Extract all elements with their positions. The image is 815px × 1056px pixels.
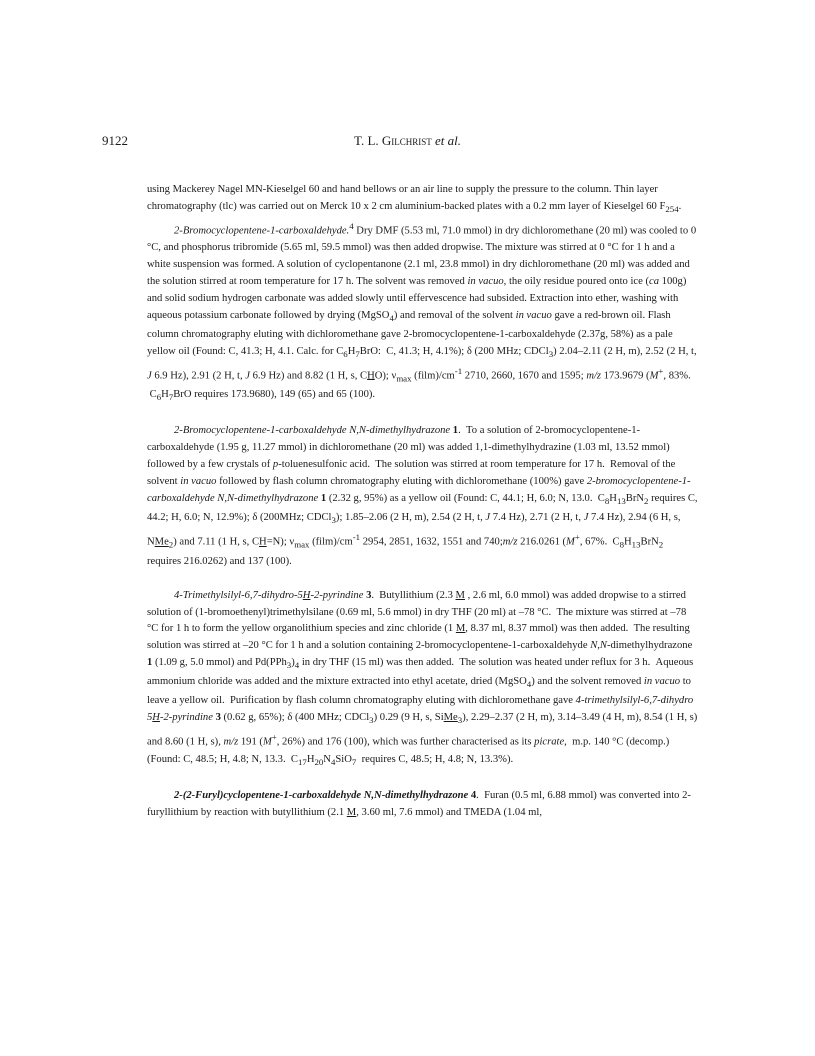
- paragraph-hydrazone-1: 2-Bromocyclopentene-1-carboxaldehyde N,N-dimethylhydrazone 1. To a solution of 2-bromocyclopentene-1-carboxaldehyde (1.95 g, 11.27 mmol) in dichloromethane (20 ml) was added 1,1-dimethylhydrazine (1.03 ml, 13.52 mmol) followed by a few crystals of p-toluenesulfonic acid. The solution was stirred at room temperature for 17 h. Removal of the solvent in vacuo followed by flash column chromatography eluting with dichloromethane (100%) gave 2-bromocyclopentene-1-carboxaldehyde N,N-dimethylhydrazone 1 (2.32 g, 95%) as a yellow oil (Found: C, 44.1; H, 6.0; N, 13.0. $C_8H_{13}BrN_2$ requires C, 44.2; H, 6.0; N, 12.9%); δ (200MHz; CDCl$_3$); 1.85–2.06 (2 H, m), 2.54 (2 H, t, J 7.4 Hz), 2.71 (2 H, t, J 7.4 Hz), 2.94 (6 H, s, NMe$_2$) and 7.11 (1 H, s, CH=N); $\nu_{max}$ $(film)/cm^{-1}$ 2954, 2851, 1632, 1551 and 740;m/z 216.0261 (M+, 67%. $C_8H_{13}BrN_2$ requires 216.0262) and 137 (100).: [147, 425, 698, 567]
- paragraph-tlc: using Mackerey Nagel MN-Kieselgel 60 and hand bellows or an air line to supply the pressure to the column. Thin layer chromatography (tlc) was carried out on Merck 10 x 2 cm aluminium-backed plates with a 0.2 mm layer of Kieselgel 60 $F_{254}$.: [147, 184, 682, 215]
- author-name: T. L. Gilchrist: [353, 133, 432, 148]
- running-header: [0, 131, 815, 151]
- compound-title: 2-(2-Furyl)cyclopentene-1-carboxaldehyde N,N-dimethylhydrazone: [174, 789, 469, 801]
- article-body: [147, 182, 699, 821]
- paragraph-bromoaldehyde: 2-Bromocyclopentene-1-carboxaldehyde.$^4$ Dry DMF (5.53 ml, 71.0 mmol) in dry dichloromethane (20 ml) was cooled to 0 °C, and phosphorus tribromide (5.65 ml, 59.5 mmol) was then added dropwise. The mixture was stirred at 0 °C for 1 h and a white suspension was formed. A solution of cyclopentanone (2.1 ml, 23.8 mmol) in dry dichloromethane (20 ml) was added and the solution stirred at room temperature for 17 h. The solvent was removed in vacuo, the oily residue poured onto ice (ca 100g) and solid sodium hydrogen carbonate was added slowly until effervescence had subsided. Extraction into ether, washing with aqueous potassium carbonate followed by drying (MgSO$_4$) and removal of the solvent in vacuo gave a red-brown oil. Flash column chromatography eluting with dichloromethane gave 2-bromocyclopentene-1-carboxaldehyde (2.37g, 58%) as a pale yellow oil (Found: C, 41.3; H, 4.1. Calc. for $C_6H_7BrO$: C, 41.3; H, 4.1%); δ (200 MHz; CDCl$_3$) 2.04–2.11 (2 H, m), 2.52 (2 H, t, J 6.9 Hz), 2.91 (2 H, t, J 6.9 Hz) and 8.82 (1 H, s, CHO); $\nu_{max}$ $(film)/cm^{-1}$ 2710, 2660, 1670 and 1595; m/z 173.9679 (M+, 83%. $C_6H_7BrO$ requires 173.9680), 149 (65) and 65 (100).: [147, 220, 697, 403]
- compound-title: 2-Bromocyclopentene-1-carboxaldehyde.: [174, 225, 350, 237]
- paragraph-pyrindine-3: 4-Trimethylsilyl-6,7-dihydro-5H-2-pyrindine 3. Butyllithium (2.3 M , 2.6 ml, 6.0 mmol) was added dropwise to a stirred solution of (1-bromoethenyl)trimethylsilane (0.69 ml, 5.6 mmol) in dry THF (20 ml) at –78 °C. The mixture was stirred at –78 °C for 1 h to form the yellow organolithium species and zinc chloride (1 M, 8.37 ml, 8.37 mmol) was then added. The resulting solution was stirred at –20 °C for 1 h and a solution containing 2-bromocyclopentene-1-carboxaldehyde N,N-dimethylhydrazone 1 (1.09 g, 5.0 mmol) and $Pd(PPh_3)_4$ in dry THF (15 ml) was then added. The solution was heated under reflux for 3 h. Aqueous ammonium chloride was added and the mixture extracted into ethyl acetate, dried (MgSO$_4$) and the solvent removed in vacuo to leave a yellow oil. Purification by flash column chromatography eluting with dichloromethane gave 4-trimethylsilyl-6,7-dihydro 5H-2-pyrindine 3 (0.62 g, 65%); δ (400 MHz; CDCl$_3$) 0.29 (9 H, s, SiMe$_3$), 2.29–2.37 (2 H, m), 3.14–3.49 (4 H, m), 8.54 (1 H, s) and 8.60 (1 H, s), m/z 191 (M+, 26%) and 176 (100), which was further characterised as its picrate, m.p. 140 °C (decomp.) (Found: C, 48.5; H, 4.8; N, 13.3. $C_{17}H_{20}N_4SiO_7$ requires C, 48.5; H, 4.8; N, 13.3%).: [147, 589, 698, 767]
- page-number: 9122: [102, 133, 128, 148]
- running-head-authors: [0, 131, 815, 151]
- paragraph-furyl-4: 2-(2-Furyl)cyclopentene-1-carboxaldehyde N,N-dimethylhydrazone 4. Furan (0.5 ml, 6.88 mmol) was converted into 2-furyllithium by reaction with butyllithium (2.1 M, 3.60 ml, 7.6 mmol) and TMEDA (1.04 ml,: [147, 789, 691, 818]
- compound-title: 2-Bromocyclopentene-1-carboxaldehyde N,N-dimethylhydrazone: [174, 425, 451, 437]
- compound-title: 4-Trimethylsilyl-6,7-dihydro-5H-2-pyrindine: [174, 589, 364, 601]
- et-al: et al.: [435, 133, 462, 148]
